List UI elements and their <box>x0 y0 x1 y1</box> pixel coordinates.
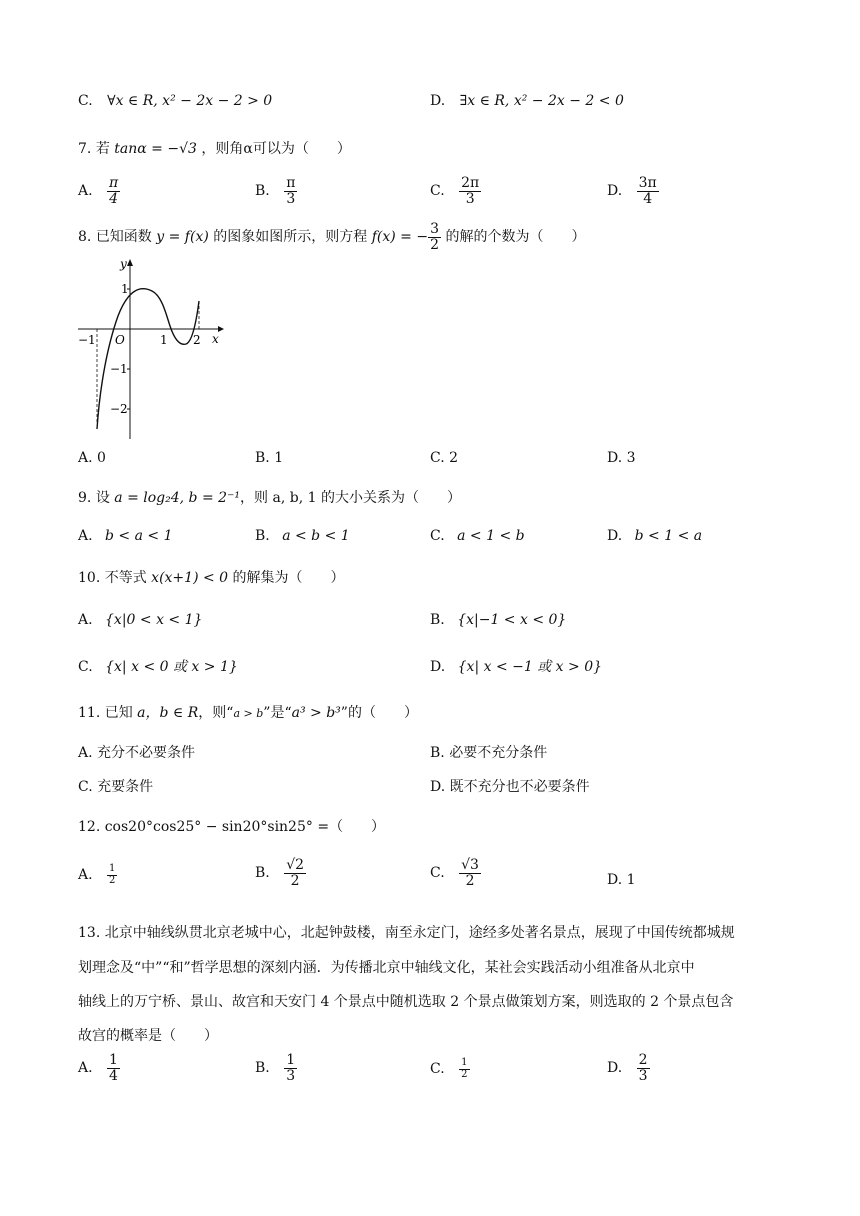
q8-option-c <box>430 450 458 466</box>
tick-label-y1: 1 <box>121 282 129 296</box>
y-axis-label: y <box>120 257 127 271</box>
option-label: D. <box>607 1060 623 1077</box>
option-text: b < 1 < a <box>634 528 703 544</box>
option-text: {x|0 < x < 1} <box>105 612 203 628</box>
option-label: B. <box>255 865 270 882</box>
option-label: B. <box>430 745 445 761</box>
option-text: ∀x ∈ R, x² − 2x − 2 > 0 <box>107 93 273 109</box>
q8-function-graph <box>76 254 226 444</box>
question-number: 9. <box>78 490 92 506</box>
origin-label: O <box>115 333 125 347</box>
option-label: C. <box>430 528 445 544</box>
option-label: B. <box>430 612 445 628</box>
q12-stem: 12. cos20°cos25° − sin20°sin25° =（ ） <box>78 819 386 835</box>
math-expression: cos20°cos25° − sin20°sin25° = <box>104 819 330 835</box>
option-label: D. <box>607 528 623 544</box>
q9-option-a <box>78 528 173 544</box>
math-expression: a，b ∈ R <box>137 705 199 721</box>
option-text: 2 <box>449 450 459 466</box>
option-label: D. <box>607 183 623 200</box>
tick-label-xm1: −1 <box>78 333 96 347</box>
math-expression: a > b <box>233 707 264 720</box>
option-label: B. <box>255 1060 270 1077</box>
option-label: A. <box>78 745 93 761</box>
option-label: B. <box>255 450 270 466</box>
tick-label-x2: 2 <box>193 333 201 347</box>
q13-stem-line1: 13. 北京中轴线纵贯北京老城中心，北起钟鼓楼，南至永定门，途经多处著名景点，展现了中国传统都城规 <box>78 925 735 941</box>
option-text: a < b < 1 <box>282 528 350 544</box>
option-label: A. <box>78 183 93 200</box>
question-number: 7. <box>78 141 92 157</box>
tick-label-ym2: −2 <box>110 402 128 416</box>
option-text: {x|−1 < x < 0} <box>457 612 567 628</box>
option-label: C. <box>78 659 93 675</box>
question-number: 12. <box>78 819 101 835</box>
q13-option-d: D. $\frac{2}{3}$ <box>607 1052 648 1084</box>
q6-option-d <box>430 93 624 109</box>
math-expression: a³ > b³ <box>291 705 341 721</box>
math-expression: a = log₂4, b = 2⁻¹ <box>114 490 241 506</box>
q8-stem: 8. 已知函数 y = f(x) 的图象如图所示，则方程 f(x) = − $\frac{3}{2}$ 的解的个数为（ ） <box>78 221 586 253</box>
option-label: C. <box>430 1061 445 1077</box>
q9-stem: 9. 设 a = log₂4, b = 2⁻¹，则 a, b, 1 的大小关系为（ ） <box>78 490 461 506</box>
math-expression: y = f(x) <box>156 229 209 246</box>
option-text: 充分不必要条件 <box>97 745 196 761</box>
q8-option-d <box>607 450 636 466</box>
option-text: 充要条件 <box>97 779 154 795</box>
q7-option-b: B. $\frac{\pi}{3}$ <box>255 175 296 207</box>
question-number: 8. <box>78 229 92 246</box>
q7-option-c: C. $\frac{2\pi}{3}$ <box>430 175 480 207</box>
question-number: 11. <box>78 705 101 721</box>
option-text: {x| x < −1 或 x > 0} <box>457 659 603 675</box>
q13-option-c: C. $\frac{1}{2}$ <box>430 1057 468 1080</box>
option-text: 0 <box>97 450 106 466</box>
x-axis-label: x <box>212 332 219 346</box>
option-label: C. <box>430 450 445 466</box>
q13-option-a: A. $\frac{1}{4}$ <box>78 1052 118 1084</box>
math-expression: f(x) = − <box>371 229 429 246</box>
option-text: 必要不充分条件 <box>449 745 548 761</box>
option-label: A. <box>78 450 93 466</box>
q12-option-d <box>607 872 636 888</box>
option-text: {x| x < 0 或 x > 1} <box>105 659 238 675</box>
q13-option-b: B. $\frac{1}{3}$ <box>255 1052 296 1084</box>
option-label: A. <box>78 867 93 883</box>
q10-option-a <box>78 612 202 628</box>
option-label: A. <box>78 1060 93 1077</box>
math-expression: tanα = −√3 <box>114 141 197 157</box>
q10-option-c <box>78 656 238 676</box>
q12-option-a: A. $\frac{1}{2}$ <box>78 863 116 886</box>
q8-option-b <box>255 450 283 466</box>
option-label: B. <box>255 183 270 200</box>
option-text: 1 <box>274 450 284 466</box>
math-expression: x(x+1) < 0 <box>151 570 229 586</box>
q13-stem-line2: 划理念及“中”“和”哲学思想的深刻内涵．为传播北京中轴线文化，某社会实践活动小组准备从北京中 <box>78 960 695 976</box>
option-label: C. <box>78 93 93 109</box>
option-text: ∃x ∈ R, x² − 2x − 2 < 0 <box>459 93 624 109</box>
q6-option-c <box>78 93 272 109</box>
y-axis-arrow <box>127 259 133 266</box>
q7-option-a: A. $\frac{\pi}{4}$ <box>78 175 119 207</box>
q9-option-d <box>607 528 702 544</box>
q7-stem: 7. 若 tanα = −√3 ，则角α可以为（ ） <box>78 141 351 157</box>
question-number: 10. <box>78 570 101 586</box>
option-label: D. <box>430 779 446 795</box>
option-text: a < 1 < b <box>457 528 525 544</box>
option-label: A. <box>78 528 93 544</box>
q12-option-c: C. $\frac{√3}{2}$ <box>430 857 479 889</box>
q10-option-b <box>430 612 566 628</box>
option-label: B. <box>255 528 270 544</box>
tick-label-ym1: −1 <box>110 362 128 376</box>
option-label: A. <box>78 612 93 628</box>
option-text: 3 <box>626 450 636 466</box>
q10-option-d <box>430 656 602 676</box>
option-label: C. <box>430 183 445 200</box>
q9-option-b <box>255 528 350 544</box>
q10-stem: 10. 不等式 x(x+1) < 0 的解集为（ ） <box>78 570 345 586</box>
q7-option-d: D. $\frac{3\pi}{4}$ <box>607 175 657 207</box>
q13-stem-line3: 轴线上的万宁桥、景山、故宫和天安门 4 个景点中随机选取 2 个景点做策划方案，则选取的 2 个景点包含 <box>78 994 734 1010</box>
option-text: b < a < 1 <box>105 528 173 544</box>
q11-option-a <box>78 742 195 762</box>
tick-label-x1: 1 <box>160 333 168 347</box>
q9-option-c <box>430 528 525 544</box>
option-label: D. <box>607 872 623 888</box>
q11-option-d <box>430 776 590 796</box>
option-label: D. <box>430 659 446 675</box>
option-label: C. <box>430 865 445 882</box>
x-axis-arrow <box>218 326 224 332</box>
option-label: D. <box>430 93 446 109</box>
q8-option-a <box>78 450 106 466</box>
q13-stem-line4: 故宫的概率是（ ） <box>78 1028 218 1044</box>
q11-stem: 11. 已知 a，b ∈ R，则“a > b”是“a³ > b³”的（ ） <box>78 705 418 721</box>
option-label: D. <box>607 450 623 466</box>
option-label: C. <box>78 779 93 795</box>
q11-option-c <box>78 776 153 796</box>
option-text: 既不充分也不必要条件 <box>449 779 590 795</box>
q11-option-b <box>430 742 547 762</box>
question-number: 13. <box>78 925 101 941</box>
q12-option-b: B. $\frac{√2}{2}$ <box>255 857 305 889</box>
option-text: 1 <box>626 872 636 888</box>
